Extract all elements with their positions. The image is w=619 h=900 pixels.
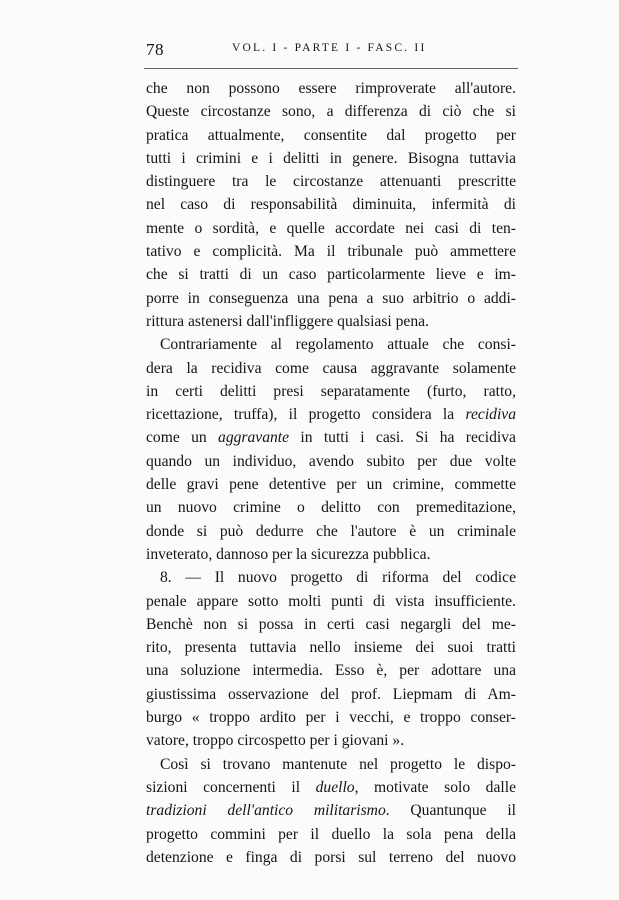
- text-line: una soluzione intermedia. Esso è, per adottare una: [146, 662, 516, 680]
- text-line: burgo « troppo ardito per i vecchi, e troppo conser-: [146, 709, 516, 727]
- text-line: ricettazione, truffa), il progetto considera la recidiva: [146, 406, 516, 424]
- text-line: Benchè non si possa in certi casi negargli del me-: [146, 615, 516, 633]
- text-line: un nuovo crimine o delitto con premeditazione,: [146, 499, 516, 517]
- text-line: tutti i crimini e i delitti in genere. Bisogna tuttavia: [146, 149, 516, 167]
- text-line: dera la recidiva come causa aggravante solamente: [146, 359, 516, 377]
- text-line: progetto commini per il duello la sola pena della: [146, 825, 516, 843]
- text-line: che si tratti di un caso particolarmente lieve e im-: [146, 266, 516, 284]
- text-line: vatore, troppo circospetto per i giovani ».: [146, 732, 405, 750]
- text-line: delle gravi pene detentive per un crimine, commette: [146, 476, 516, 494]
- text-line: Queste circostanze sono, a differenza di ciò che si: [146, 103, 516, 121]
- page-number: 78: [146, 40, 164, 59]
- text-line: tradizioni dell'antico militarismo. Quantunque il: [146, 802, 516, 820]
- text-line: Così si trovano mantenute nel progetto le dispo-: [160, 755, 516, 773]
- text-line: nel caso di responsabilità diminuita, infermità di: [146, 196, 516, 214]
- text-line: sizioni concernenti il duello, motivate solo dalle: [146, 778, 516, 796]
- text-line: 8. — Il nuovo progetto di riforma del codice: [160, 569, 516, 587]
- text-line: penale appare sotto molti punti di vista insufficiente.: [146, 592, 516, 610]
- text-line: come un aggravante in tutti i casi. Si ha recidiva: [146, 429, 516, 447]
- text-line: distinguere tra le circostanze attenuanti prescritte: [146, 173, 516, 191]
- text-line: in certi delitti presi separatamente (furto, ratto,: [146, 382, 516, 400]
- text-line: giustissima osservazione del prof. Liepmam di Am-: [146, 685, 516, 703]
- text-line: Contrariamente al regolamento attuale che consi-: [160, 336, 516, 354]
- text-line: quando un individuo, avendo subito per due volte: [146, 452, 516, 470]
- text-line: che non possono essere rimproverate all'autore.: [146, 80, 516, 97]
- running-head: VOL. I - PARTE I - FASC. II: [232, 42, 427, 54]
- page-header: [146, 40, 516, 66]
- text-line: detenzione e finga di porsi sul terreno del nuovo: [146, 848, 516, 866]
- text-line: donde si può dedurre che l'autore è un criminale: [146, 522, 516, 540]
- text-line: inveterato, dannoso per la sicurezza pubblica.: [146, 545, 431, 563]
- header-rule: [144, 68, 518, 69]
- text-line: mente o sordità, e quelle accordate nei casi di ten-: [146, 219, 516, 237]
- text-line: rito, presenta tuttavia nello insieme dei suoi tratti: [146, 639, 516, 657]
- text-line: tativo e complicità. Ma il tribunale può ammettere: [146, 243, 516, 261]
- body-text: [146, 77, 516, 869]
- text-line: porre in conseguenza una pena a suo arbitrio o addi-: [146, 289, 516, 307]
- text-line: rittura astenersi dall'infliggere qualsiasi pena.: [146, 312, 429, 330]
- text-line: pratica attualmente, consentite dal progetto per: [146, 126, 516, 144]
